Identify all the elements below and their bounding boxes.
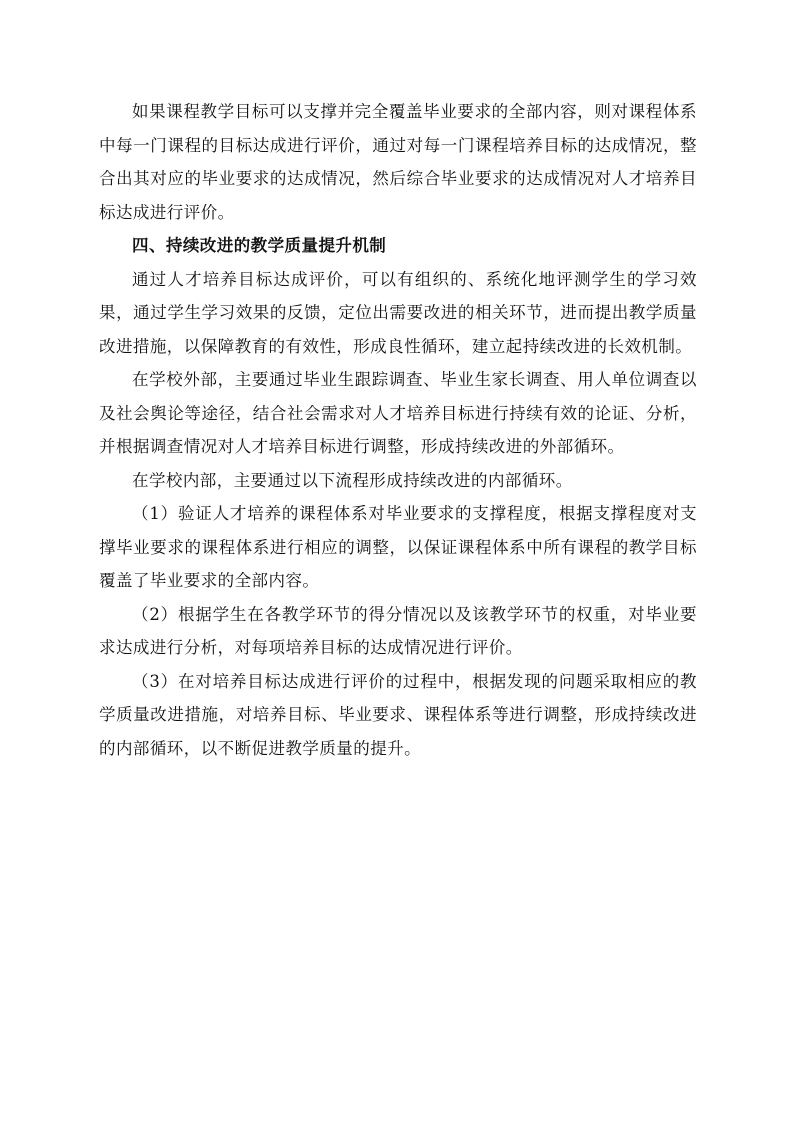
list-item-step-2: （2）根据学生在各教学环节的得分情况以及该教学环节的权重，对毕业要求达成进行分析，对每项培养目标的达成情况进行评价。: [99, 604, 697, 657]
document-body: [99, 95, 697, 765]
list-item-step-3: （3）在对培养目标达成进行评价的过程中，根据发现的问题采取相应的教学质量改进措施，对培养目标、毕业要求、课程体系等进行调整，形成持续改进的内部循环，以不断促进教学质量的提升。: [99, 671, 697, 758]
paragraph-external-loop: 在学校外部，主要通过毕业生跟踪调查、毕业生家长调查、用人单位调查以及社会舆论等途径，结合社会需求对人才培养目标进行持续有效的论证、分析，并根据调查情况对人才培养目标进行调整，形成持续改进的外部循环。: [99, 370, 697, 456]
paragraph-improvement-mechanism: 通过人才培养目标达成评价，可以有组织的、系统化地评测学生的学习效果，通过学生学习效果的反馈，定位出需要改进的相关环节，进而提出教学质量改进措施，以保障教育的有效性，形成良性循环，建立起持续改进的长效机制。: [99, 269, 697, 356]
paragraph-course-evaluation: 如果课程教学目标可以支撑并完全覆盖毕业要求的全部内容，则对课程体系中每一门课程的目标达成进行评价，通过对每一门课程培养目标的达成情况，整合出其对应的毕业要求的达成情况，然后综合毕业要求的达成情况对人才培养目标达成进行评价。: [99, 102, 697, 222]
paragraph-internal-loop-intro: 在学校内部，主要通过以下流程形成持续改进的内部循环。: [132, 470, 573, 490]
list-item-step-1: （1）验证人才培养的课程体系对毕业要求的支撑程度，根据支撑程度对支撑毕业要求的课程体系进行相应的调整，以保证课程体系中所有课程的教学目标覆盖了毕业要求的全部内容。: [99, 504, 697, 590]
section-heading: 四、持续改进的教学质量提升机制: [132, 236, 387, 255]
